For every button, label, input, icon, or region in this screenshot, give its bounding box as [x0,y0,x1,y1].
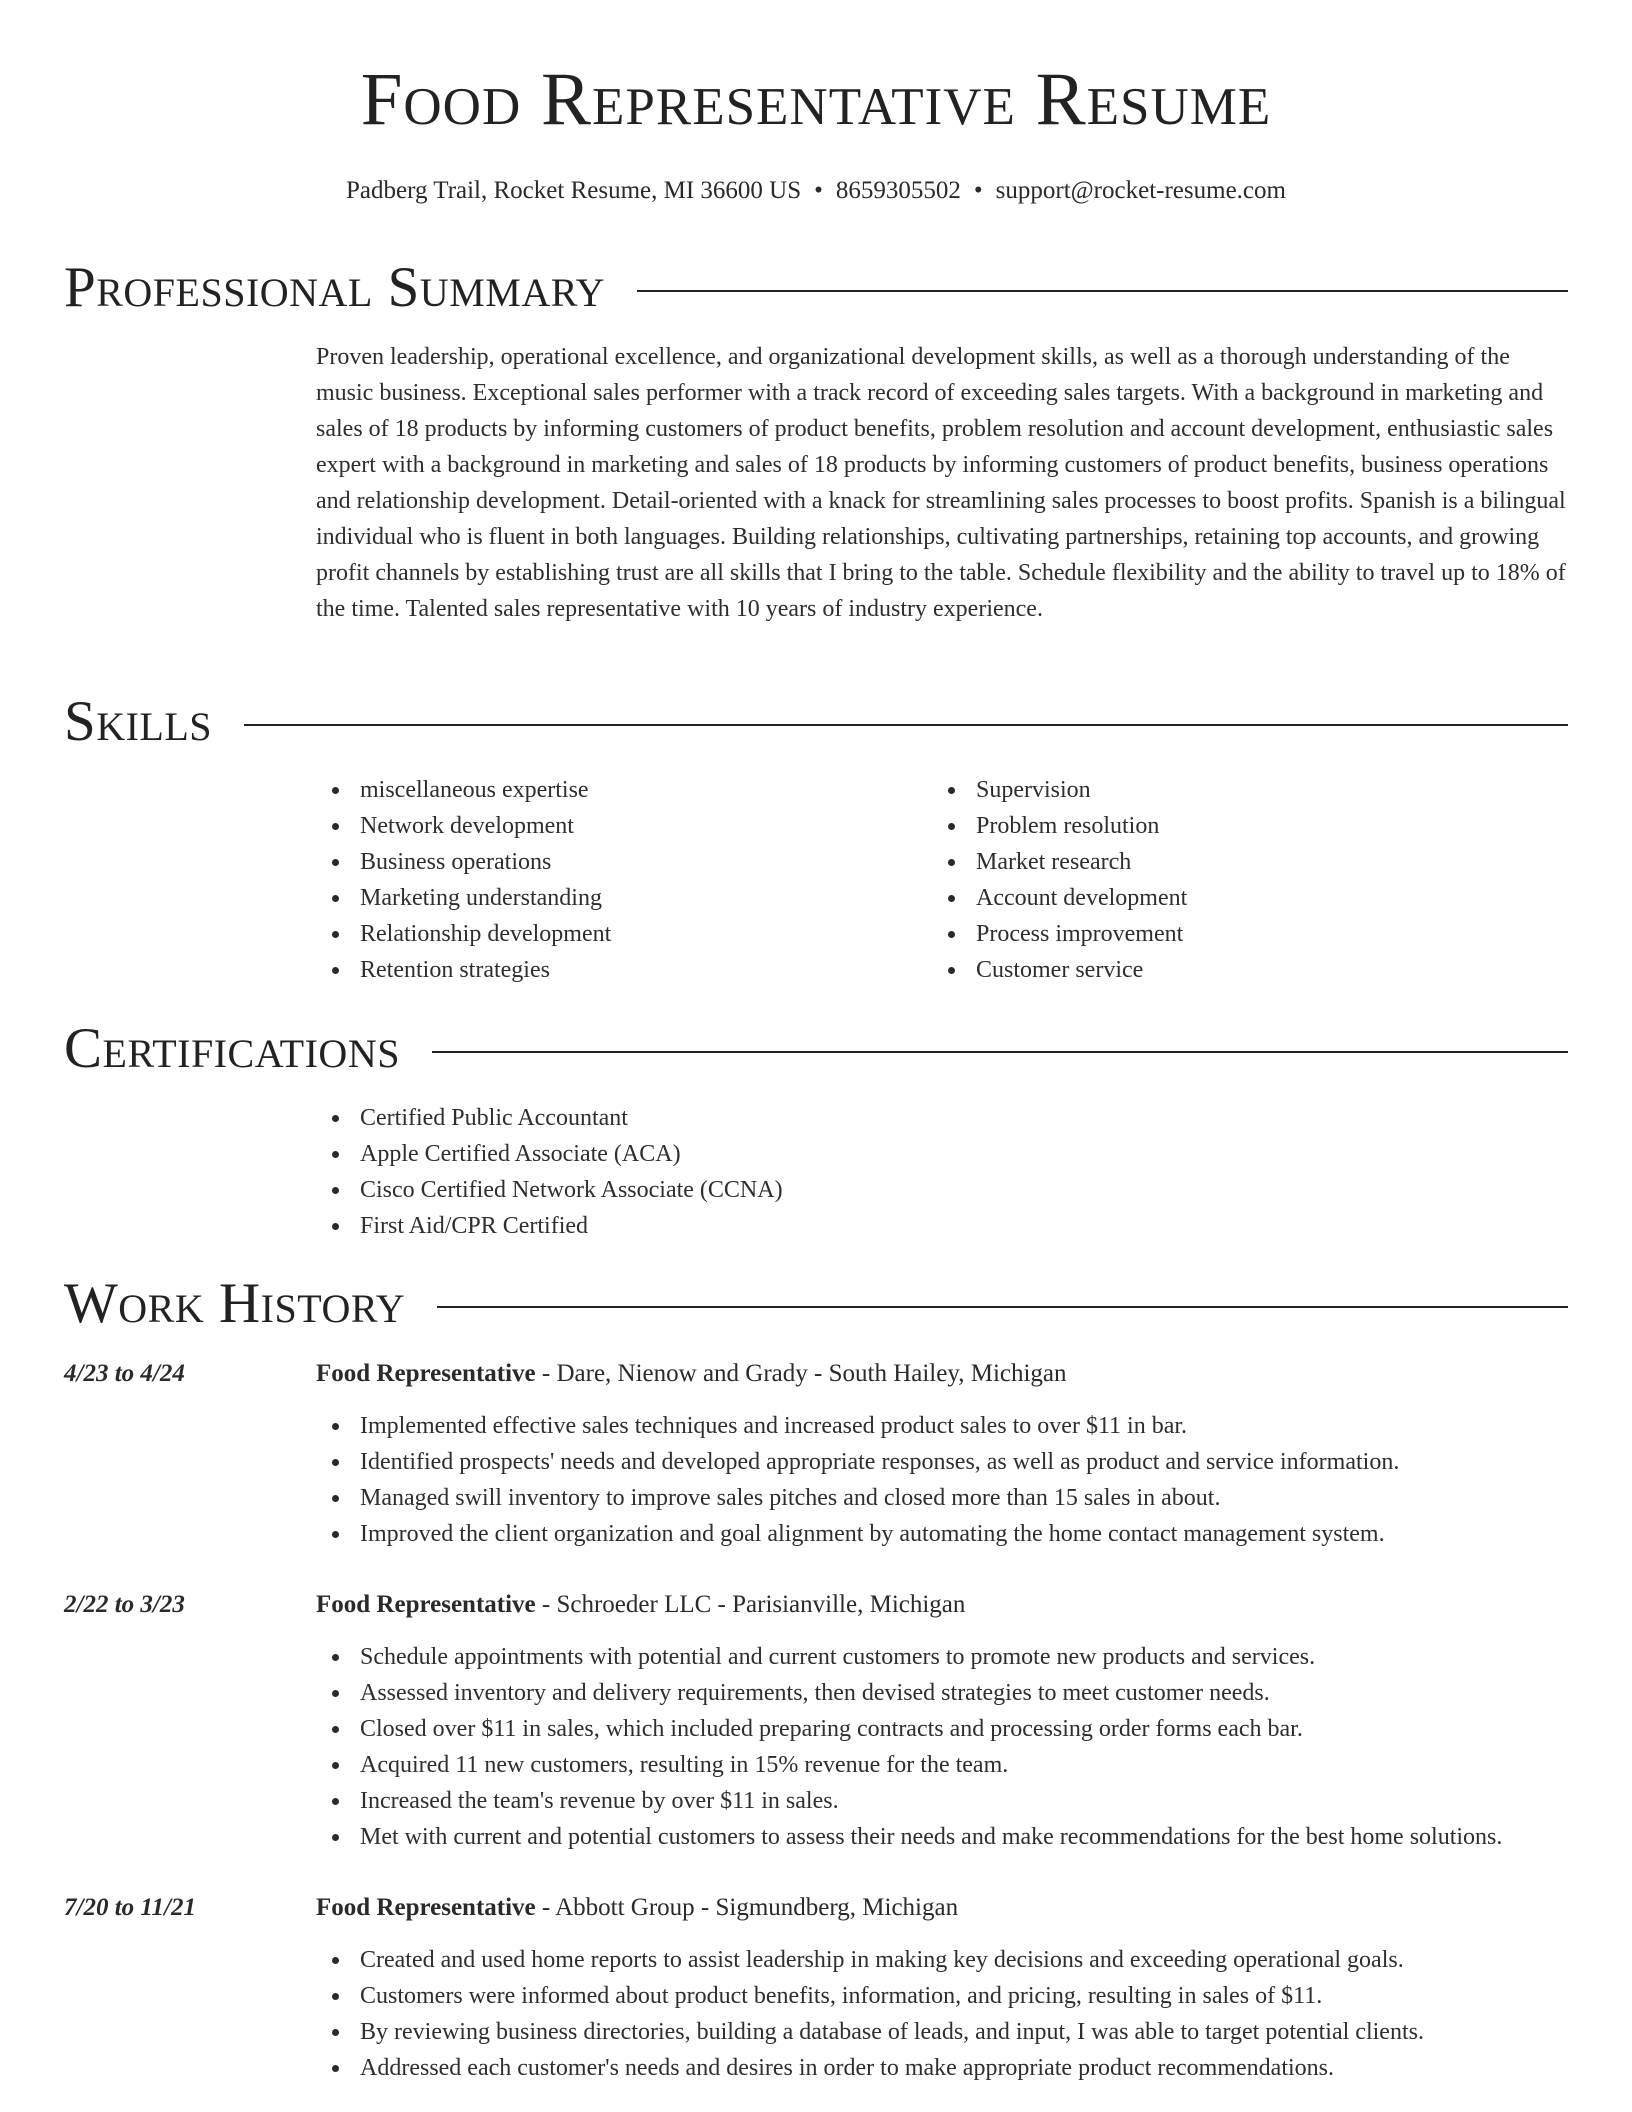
certifications-section-heading [64,1019,1568,1079]
job-bullets [316,1408,1576,1552]
certifications-list [316,1100,1316,1244]
job-employer: - Schroeder LLC - Parisianville, Michigan [535,1591,966,1618]
job-title: Food Representative [316,1894,536,1921]
certifications-heading: Certifications [64,1017,400,1080]
job-bullet: Closed over $11 in sales, which included preparing contracts and processing order forms each bar. [316,1711,1576,1747]
job-bullet: Assessed inventory and delivery requirements, then devised strategies to meet customer needs. [316,1675,1576,1711]
resume-title: Food Representative Resume [360,58,1272,141]
skill-item: Relationship development [316,916,916,952]
section-divider [437,1306,1568,1308]
job-dates: 2/22 to 3/23 [64,1591,185,1618]
job-header [316,1356,1067,1392]
contact-phone: 8659305502 [835,177,961,204]
certification-item: First Aid/CPR Certified [316,1208,1316,1244]
job-dates: 7/20 to 11/21 [64,1894,196,1921]
skill-item: Market research [932,844,1532,880]
job-bullet: By reviewing business directories, building a database of leads, and input, I was able to target potential clients. [316,2014,1576,2050]
section-divider [244,724,1568,726]
work-history-section-heading [64,1274,1568,1334]
skill-item: Marketing understanding [316,880,916,916]
contact-separator: • [973,177,983,204]
certifications-list-wrap [316,1100,1316,1244]
job-bullet: Met with current and potential customers to assess their needs and make recommendations for the best home solutions. [316,1819,1576,1855]
skill-item: Business operations [316,844,916,880]
job-header [316,1890,958,1926]
contact-address: Padberg Trail, Rocket Resume, MI 36600 US [346,177,802,204]
job-bullet: Acquired 11 new customers, resulting in 15% revenue for the team. [316,1747,1576,1783]
job-bullets-wrap [316,1639,1576,1855]
skills-section-heading [64,692,1568,752]
skill-item: Problem resolution [932,808,1532,844]
job-bullets [316,1942,1576,2086]
contact-separator: • [814,177,823,204]
skill-item: miscellaneous expertise [316,772,916,808]
skill-item: Process improvement [932,916,1532,952]
work-history-heading: Work History [64,1272,406,1335]
job-employer: - Abbott Group - Sigmundberg, Michigan [535,1894,959,1921]
section-divider [637,290,1568,292]
certification-item: Cisco Certified Network Associate (CCNA) [316,1172,1316,1208]
summary-section-heading [64,258,1568,318]
job-bullets-wrap [316,1942,1576,2086]
skill-item: Supervision [932,772,1532,808]
job-title: Food Representative [316,1360,536,1387]
job-bullet: Identified prospects' needs and developed appropriate responses, as well as product and service information. [316,1444,1576,1480]
certification-item: Certified Public Accountant [316,1100,1316,1136]
skill-item: Customer service [932,952,1532,988]
skills-list-right [932,772,1532,988]
job-bullets [316,1639,1576,1855]
job-bullet: Created and used home reports to assist leadership in making key decisions and exceeding operational goals. [316,1942,1576,1978]
job-dates: 4/23 to 4/24 [64,1360,185,1387]
summary-heading: Professional Summary [64,256,606,319]
job-header [316,1587,965,1623]
job-bullet: Managed swill inventory to improve sales pitches and closed more than 15 sales in about. [316,1480,1576,1516]
job-bullet: Schedule appointments with potential and current customers to promote new products and services. [316,1639,1576,1675]
skill-item: Retention strategies [316,952,916,988]
job-title: Food Representative [316,1591,536,1618]
job-bullet: Addressed each customer's needs and desires in order to make appropriate product recommendations. [316,2050,1576,2086]
job-bullet: Increased the team's revenue by over $11 in sales. [316,1783,1576,1819]
skills-list-left [316,772,916,988]
section-divider [432,1051,1568,1053]
skills-column-left [316,772,916,988]
certification-item: Apple Certified Associate (ACA) [316,1136,1316,1172]
job-bullet: Improved the client organization and goal alignment by automating the home contact management system. [316,1516,1576,1552]
job-employer: - Dare, Nienow and Grady - South Hailey, Michigan [535,1360,1067,1387]
skill-item: Account development [932,880,1532,916]
skills-column-right [932,772,1532,988]
job-bullets-wrap [316,1408,1576,1552]
skills-heading: Skills [64,690,213,753]
contact-line [0,176,1632,206]
skill-item: Network development [316,808,916,844]
contact-email: support@rocket-resume.com [995,177,1286,204]
summary-text: Proven leadership, operational excellence, and organizational development skills, as well as a thorough understanding of the music business. Exceptional sales performer with a track record of exceeding sales targets. With a background in marketing and sales of 18 products by informing customers of product benefits, problem resolution and account development, enthusiastic sales expert with a background in marketing and sales of 18 products by informing customers of product benefits, business operations and relationship development. Detail-oriented with a knack for streamlining sales processes to boost profits. Spanish is a bilingual individual who is fluent in both languages. Building relationships, cultivating partnerships, retaining top accounts, and growing profit channels by establishing trust are all skills that I bring to the table. Schedule flexibility and the ability to travel up to 18% of the time. Talented sales representative with 10 years of industry experience. [316,344,1566,622]
job-bullet: Implemented effective sales techniques and increased product sales to over $11 in bar. [316,1408,1576,1444]
job-bullet: Customers were informed about product benefits, information, and pricing, resulting in sales of $11. [316,1978,1576,2014]
